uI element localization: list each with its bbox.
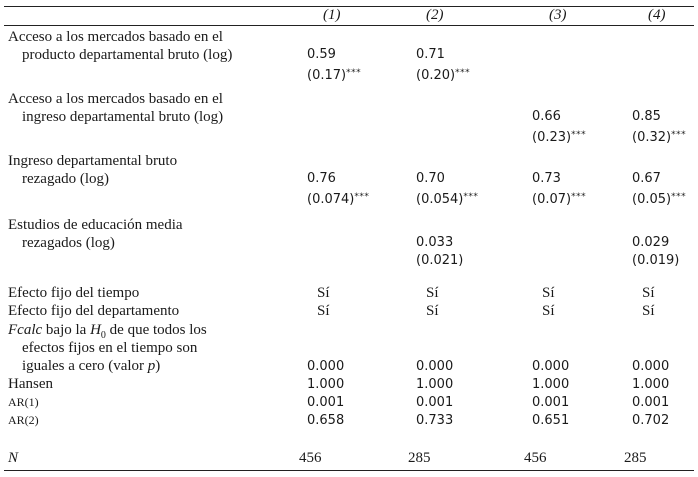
fixed-effect-value: Sí [426, 285, 439, 301]
std-error-value: (0.32) [632, 130, 672, 145]
column-header: (1) [323, 7, 341, 23]
std-error-cell [532, 189, 586, 208]
std-error-value: (0.074) [307, 192, 355, 207]
std-error-value: (0.054) [416, 192, 464, 207]
row-label: rezagado (log) [22, 171, 110, 187]
fcalc-label-part: p [147, 358, 156, 374]
std-error-cell [416, 253, 463, 269]
fixed-effect-value: Sí [542, 285, 555, 301]
fcalc-value: 0.000 [632, 359, 670, 374]
std-error-cell [632, 189, 686, 208]
diagnostic-label-text: AR(1) [8, 395, 39, 409]
fcalc-label-part: ) [155, 358, 161, 374]
std-error-value: (0.23) [532, 130, 572, 145]
diagnostic-label [8, 394, 39, 410]
diagnostic-value: 0.001 [307, 395, 345, 410]
std-error-cell [307, 65, 361, 84]
diagnostic-value: 0.001 [632, 395, 670, 410]
coefficient-cell: 0.70 [416, 171, 445, 186]
n-value: 285 [624, 450, 647, 466]
significance-stars: *** [346, 68, 362, 78]
header-rule [4, 25, 694, 26]
fcalc-value: 0.000 [307, 359, 345, 374]
fcalc-label-part: iguales a cero (valor [22, 358, 148, 374]
fcalc-label-part: bajo la [42, 322, 91, 338]
row-label: Acceso a los mercados basado en el [8, 91, 223, 107]
fixed-effect-value: Sí [317, 285, 330, 301]
significance-stars: *** [571, 130, 587, 140]
fixed-effect-value: Sí [426, 303, 439, 319]
coefficient-cell: 0.67 [632, 171, 661, 186]
diagnostic-value: 0.001 [416, 395, 454, 410]
top-rule [4, 6, 694, 7]
significance-stars: *** [571, 192, 587, 202]
diagnostic-value: 1.000 [307, 377, 345, 392]
n-value: 456 [524, 450, 547, 466]
column-header: (2) [426, 7, 444, 23]
column-header: (4) [648, 7, 666, 23]
diagnostic-label [8, 412, 39, 428]
diagnostic-value: 1.000 [632, 377, 670, 392]
fcalc-label [22, 358, 160, 374]
diagnostic-label: Hansen [8, 376, 53, 392]
diagnostic-value: 0.658 [307, 413, 345, 428]
significance-stars: *** [671, 192, 687, 202]
std-error-cell [416, 65, 470, 84]
std-error-value: (0.17) [307, 68, 347, 83]
row-label: Estudios de educación media [8, 217, 183, 233]
diagnostic-value: 1.000 [416, 377, 454, 392]
coefficient-cell: 0.029 [632, 235, 670, 250]
std-error-value: (0.05) [632, 192, 672, 207]
row-label: Ingreso departamental bruto [8, 153, 178, 169]
fixed-effect-value: Sí [642, 303, 655, 319]
diagnostic-value: 0.733 [416, 413, 454, 428]
fcalc-label: efectos fijos en el tiempo son [22, 340, 198, 356]
coefficient-cell: 0.033 [416, 235, 454, 250]
diagnostic-value: 0.651 [532, 413, 570, 428]
fixed-effect-value: Sí [542, 303, 555, 319]
row-label: Acceso a los mercados basado en el [8, 29, 223, 45]
std-error-value: (0.20) [416, 68, 456, 83]
row-label: rezagados (log) [22, 235, 115, 251]
coefficient-cell: 0.59 [307, 47, 336, 62]
n-label-text: N [8, 450, 19, 466]
std-error-cell [632, 127, 686, 146]
fcalc-value: 0.000 [532, 359, 570, 374]
std-error-value: (0.07) [532, 192, 572, 207]
significance-stars: *** [463, 192, 479, 202]
diagnostic-label-text: AR(2) [8, 413, 39, 427]
fixed-effect-value: Sí [317, 303, 330, 319]
diagnostic-value: 0.702 [632, 413, 670, 428]
coefficient-cell: 0.71 [416, 47, 445, 62]
column-header: (3) [549, 7, 567, 23]
fcalc-label-part: de que todos los [105, 322, 207, 338]
fixed-effect-value: Sí [642, 285, 655, 301]
coefficient-cell: 0.66 [532, 109, 561, 124]
std-error-cell [532, 127, 586, 146]
fcalc-label-part: 0 [100, 330, 106, 341]
std-error-value: (0.019) [632, 253, 680, 268]
std-error-cell [632, 253, 679, 269]
diagnostic-value: 1.000 [532, 377, 570, 392]
fcalc-label-part: Fcalc [8, 322, 43, 338]
n-label [8, 450, 18, 466]
row-label: producto departamental bruto (log) [22, 47, 233, 63]
std-error-cell [416, 189, 478, 208]
std-error-cell [307, 189, 369, 208]
coefficient-cell: 0.85 [632, 109, 661, 124]
n-value: 285 [408, 450, 431, 466]
significance-stars: *** [455, 68, 471, 78]
coefficient-cell: 0.76 [307, 171, 336, 186]
fcalc-value: 0.000 [416, 359, 454, 374]
fcalc-label-part: H [90, 322, 101, 338]
fixed-effect-label: Efecto fijo del tiempo [8, 285, 140, 301]
diagnostic-value: 0.001 [532, 395, 570, 410]
n-value: 456 [299, 450, 322, 466]
significance-stars: *** [671, 130, 687, 140]
row-label: ingreso departamental bruto (log) [22, 109, 224, 125]
bottom-rule [4, 470, 694, 471]
std-error-value: (0.021) [416, 253, 464, 268]
fixed-effect-label: Efecto fijo del departamento [8, 303, 180, 319]
coefficient-cell: 0.73 [532, 171, 561, 186]
significance-stars: *** [354, 192, 370, 202]
